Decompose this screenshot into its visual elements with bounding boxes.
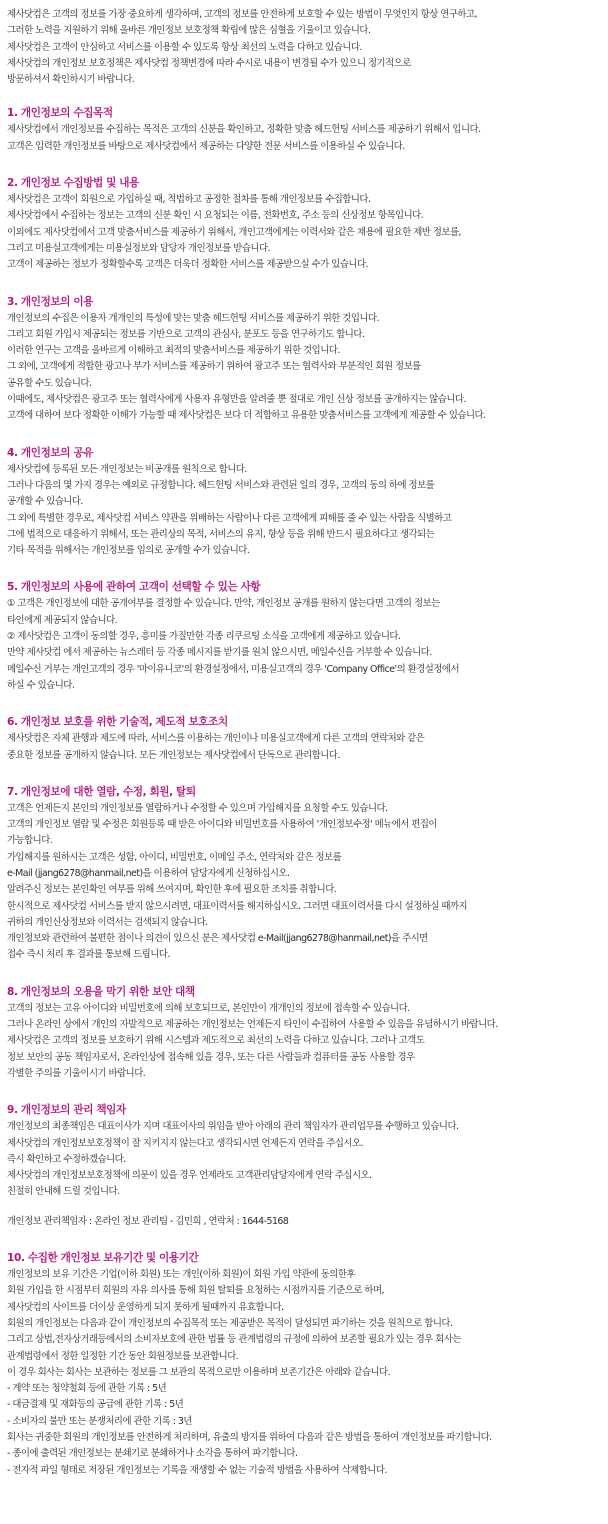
section-text-line: - 전자적 파일 형태로 저장된 개인정보는 기록을 재생할 수 없는 기술적 방법을 사용하여 삭제합니다. (7, 1464, 387, 1476)
section-text-line: 이외에도 제사닷컴에서 고객 맞춤서비스를 제공하기 위해서, 개인고객에게는 이력서와 같은 채용에 필요한 제반 정보를, (7, 226, 461, 238)
policy-section (7, 293, 604, 425)
section-text-line: 친절히 안내해 드릴 것입니다. (7, 1186, 120, 1198)
policy-sections (7, 104, 604, 1478)
policy-section (7, 1249, 604, 1479)
section-text-line: 회사는 귀중한 회원의 개인정보를 안전하게 처리하며, 유출의 방지를 위하여 다음과 같은 방법을 통하여 개인정보를 파기합니다. (7, 1432, 492, 1443)
section-text-line: 귀하의 개인신상정보와 이력서는 검색되지 않습니다. (7, 916, 208, 928)
intro-line: 제사닷컴의 개인정보 보호정책은 제사닷컴 정책변경에 따라 수시로 내용이 변경될 수가 있으니 정기적으로 (7, 57, 411, 69)
section-number: 4. (7, 446, 18, 459)
section-text-line: 가입해지를 원하시는 고객은 성함, 아이디, 비밀번호, 이메일 주소, 연락처와 같은 정보를 (7, 851, 342, 863)
policy-section (7, 578, 604, 694)
section-title: 개인정보 보호를 위한 기술적, 제도적 보호조치 (20, 716, 228, 729)
section-number: 6. (7, 716, 18, 729)
section-text-line: 그러나 온라인 상에서 개인의 자발적으로 제공하는 개인정보는 언제든지 타인이 수집하여 사용할 수 있음을 유념하시기 바랍니다. (7, 1019, 498, 1031)
section-text-line: 제사닷컴은 자체 관행과 제도에 따라, 서비스를 이용하는 개인이나 미용실고객에게 다른 고객의 연락처와 같은 (7, 733, 425, 745)
section-text-line: 그 외에 특별한 경우로, 제사닷컴 서비스 약관을 위배하는 사람이나 다른 고객에게 피해를 줄 수 있는 사람을 식별하고 (7, 512, 452, 524)
section-text-line: 하실 수 있습니다. (7, 679, 75, 691)
policy-section (7, 104, 604, 155)
section-number: 7. (7, 785, 18, 798)
section-text-line: ② 제사닷컴은 고객이 동의할 경우, 흥미를 가질만한 각종 리쿠르팅 소식을 고객에게 제공하고 있습니다. (7, 631, 401, 643)
section-heading (7, 1101, 604, 1119)
policy-section (7, 1101, 604, 1230)
section-heading (7, 293, 604, 311)
section-text-line: 타인에게 제공되지 않습니다. (7, 614, 118, 626)
section-text-line: 고객은 언제든지 본인의 개인정보를 열람하거나 수정할 수 있으며 가입해지를 요청할 수도 있습니다. (7, 802, 388, 814)
section-text-line: 중요한 정보를 공개하지 않습니다. 모든 개인정보는 제사닷컴에서 단독으로 관리합니다. (7, 749, 340, 761)
section-text-line: 관계법령에서 정한 일정한 기간 동안 회원정보를 보관합니다. (7, 1350, 239, 1362)
intro-line: 제사닷컴은 고객이 안심하고 서비스를 이용할 수 있도록 항상 최선의 노력을 다하고 있습니다. (7, 41, 362, 53)
section-text-line: 공개할 수 있습니다. (7, 496, 83, 508)
section-text-line: 알려주신 정보는 본인확인 여부를 위해 쓰여지며, 확인한 후에 필요한 조치를 취합니다. (7, 884, 337, 896)
section-heading (7, 174, 604, 192)
section-text-line: e-Mail (jjang6278@hanmail,net)을 이용하여 담당자에게 신청하십시오. (7, 867, 290, 879)
section-text-line: 공유할 수도 있습니다. (7, 377, 92, 389)
policy-section (7, 783, 604, 964)
section-text-line: 회원 가입을 한 시점부터 회원의 자유 의사를 통해 회원 탈퇴를 요청하는 시점까지를 기준으로 하며, (7, 1285, 384, 1297)
section-number: 3. (7, 295, 18, 308)
section-text-line: 각별한 주의를 기울이시기 바랍니다. (7, 1067, 146, 1079)
section-text-line: 기타 목적을 위해서는 개인정보를 임의로 공개할 수가 있습니다. (7, 545, 250, 557)
section-text-line: 이때에도, 제사닷컴은 광고주 또는 협력사에게 사용자 유형만을 알려줄 뿐 절대로 개인 신상 정보를 공개하지는 않습니다. (7, 394, 466, 406)
section-text-line: 그에 법적으로 대응하기 위해서, 또는 관리상의 목적, 서비스의 유지, 향상 등을 위해 반드시 필요하다고 생각되는 (7, 528, 435, 540)
section-heading (7, 783, 604, 801)
section-text-line: 그 외에, 고객에게 적합한 광고나 부가 서비스를 제공하기 위하여 광고주 또는 협력사와 부분적인 회원 정보를 (7, 361, 421, 373)
intro-line: 제사닷컴은 고객의 정보를 가장 중요하게 생각하며, 고객의 정보를 안전하게 보호할 수 있는 방법이 무엇인지 항상 연구하고, (7, 9, 477, 20)
section-text-line: 그리고 상법,전자상거래등에서의 소비자보호에 관한 법률 등 관계법령의 규정에 의하여 보존할 필요가 있는 경우 회사는 (7, 1334, 461, 1346)
section-text-line: 개인정보의 보유 기간은 기업(이하 회원) 또는 개인(이하 회원)이 회원 가입 약관에 동의한후 (7, 1269, 355, 1281)
section-text-line: 제사닷컴의 개인정보보호정책이 잘 지키지지 않는다고 생각되시면 언제든지 연락을 주십시오. (7, 1137, 364, 1149)
section-text-line: 개인정보와 관련하여 불편한 점이나 의견이 있으신 분은 제사닷컴 e-Mail(jjang6278@hanmail,net)을 주시면 (7, 933, 428, 945)
section-number: 1. (7, 107, 18, 120)
section-text-line: 한시적으로 제사닷컴 서비스를 받지 않으시려면, 대표이력서를 해지하십시오. 그러면 대표이력서를 다시 설정하실 때까지 (7, 900, 468, 912)
section-number: 9. (7, 1104, 18, 1117)
section-text-line: 제사닷컴에서 개인정보를 수집하는 목적은 고객의 신분을 확인하고, 정확한 맞춤 헤드헌팅 서비스를 제공하기 위해서 입니다. (7, 124, 481, 136)
section-text-line: 그리고 미용실고객에게는 미용실정보와 담당자 개인정보를 받습니다. (7, 242, 271, 254)
section-text-line: 이러한 연구는 고객을 올바르게 이해하고 최적의 맞춤서비스를 제공하기 위한 것입니다. (7, 345, 340, 357)
section-text-line: 이 경우 회사는 회사는 보관하는 정보를 그 보관의 목적으로만 이용하며 보존기간은 아래와 같습니다. (7, 1366, 391, 1378)
intro-paragraph (7, 7, 604, 88)
section-text-line: 제사닷컴에 등록된 모든 개인정보는 비공개를 원칙으로 합니다. (7, 463, 247, 475)
section-text-line: 접수 즉시 처리 후 결과를 통보해 드립니다. (7, 949, 170, 961)
section-text-line: 그러나 다음의 몇 가지 경우는 예외로 규정합니다. 헤드헌팅 서비스와 관련된 일의 경우, 고객의 동의 하에 정보를 (7, 479, 435, 491)
section-text-line: 제사닷컴의 사이트를 더이상 운영하게 되지 못하게 될때까지 유효합니다. (7, 1301, 284, 1313)
section-text-line: 고객이 제공하는 정보가 정확할수록 고객은 더욱더 정확한 서비스를 제공받으실 수가 있습니다. (7, 259, 368, 271)
section-text-line: 제사닷컴의 개인정보보호정책에 의문이 있을 경우 언제라도 고객관리담당자에게 연락 주십시오. (7, 1170, 372, 1182)
section-text-line: 개인정보의 수집은 이용자 개개인의 특성에 맞는 맞춤 헤드헌팅 서비스를 제공하기 위한 것입니다. (7, 312, 380, 324)
section-text-line: - 계약 또는 청약철회 등에 관한 기록 : 5년 (7, 1383, 167, 1395)
section-heading (7, 1249, 604, 1267)
section-text-line: 가능합니다. (7, 835, 53, 847)
policy-section (7, 174, 604, 273)
section-number: 10. (7, 1252, 25, 1265)
intro-line: 방문하셔서 확인하시기 바랍니다. (7, 74, 135, 86)
section-text-line: 만약 제사닷컴 에서 제공하는 뉴스레터 등 각종 메시지를 받기를 원치 않으시면, 메일수신을 거부할 수 있습니다. (7, 647, 432, 659)
section-title: 개인정보의 공유 (20, 446, 94, 459)
section-text-line: 메일수신 거부는 개인고객의 경우 '마이유니코'의 환경설정에서, 미용실고객의 경우 'Company Office'의 환경설정에서 (7, 663, 460, 675)
section-heading (7, 444, 604, 462)
section-heading (7, 104, 604, 122)
section-title: 개인정보의 이용 (20, 295, 94, 308)
section-title: 개인정보의 수집목적 (20, 107, 113, 120)
section-title: 개인정보의 사용에 관하여 고객이 선택할 수 있는 사항 (20, 581, 261, 594)
section-text-line: 제사닷컴에서 수집하는 정보는 고객의 신분 확인 시 요청되는 이름, 전화번호, 주소 등의 신상정보 항목입니다. (7, 210, 424, 222)
section-number: 8. (7, 985, 18, 998)
section-text-line: - 종이에 출력된 개인정보는 분쇄기로 분쇄하거나 소각을 통하여 파기합니다. (7, 1448, 298, 1460)
intro-line: 그러한 노력을 지원하기 위해 올바른 개인정보 보호정책 확립에 많은 심혈을 기울이고 있습니다. (7, 25, 371, 37)
section-text-line: 개인정보의 최종책임은 대표이사가 지며 대표이사의 위임을 받아 아래의 관리 책임자가 관리업무를 수행하고 있습니다. (7, 1121, 459, 1133)
section-text-line: 고객에 대하여 보다 정확한 이해가 가능할 때 제사닷컴은 보다 더 적합하고 유용한 맞춤서비스를 고객에게 제공할 수 있습니다. (7, 410, 486, 422)
section-text-line: 고객은 입력한 개인정보를 바탕으로 제사닷컴에서 제공하는 다양한 전문 서비스를 이용하실 수 있습니다. (7, 140, 405, 152)
section-text-line: 제사닷컴은 고객이 회원으로 가입하실 때, 적법하고 공정한 절차를 통해 개인정보를 수집합니다. (7, 194, 371, 206)
policy-section (7, 983, 604, 1082)
policy-section (7, 444, 604, 560)
section-text-line: - 대금결제 및 재화등의 공급에 관한 기록 : 5년 (7, 1399, 184, 1411)
section-text-line: - 소비자의 불만 또는 분쟁처리에 관한 기록 : 3년 (7, 1415, 192, 1427)
section-heading (7, 578, 604, 596)
section-text-line: 제사닷컴은 고객의 정보를 보호하기 위해 시스템과 제도적으로 최선의 노력을 다하고 있습니다. 그러나 고객도 (7, 1035, 425, 1047)
section-heading (7, 713, 604, 731)
section-text-line: 고객의 정보는 고유 아이디와 비밀번호에 의해 보호되므로, 본인만이 개개인의 정보에 접속할 수 있습니다. (7, 1002, 410, 1014)
policy-section (7, 713, 604, 764)
section-text-line: ① 고객은 개인정보에 대한 공개여부를 결정할 수 있습니다. 만약, 개인정보 공개를 원하지 않는다면 고객의 정보는 (7, 598, 440, 610)
section-title: 개인정보 수집방법 및 내용 (20, 177, 139, 190)
section-number: 2. (7, 177, 18, 190)
section-number: 5. (7, 581, 18, 594)
section-title: 개인정보의 오용을 막기 위한 보안 대책 (20, 985, 195, 998)
section-text-line: 고객의 개인정보 열람 및 수정은 회원등록 때 받은 아이디와 비밀번호를 사용하여 '개인정보수정' 메뉴에서 편집이 (7, 819, 437, 831)
section-heading (7, 983, 604, 1001)
privacy-manager-contact: 개인정보 관리책임자 : 온라인 정보 관리팀 - 김민희 , 연락처 : 1644-5168 (7, 1215, 289, 1227)
section-title: 개인정보에 대한 열람, 수정, 회원, 탈퇴 (20, 785, 196, 798)
section-text-line: 회원의 개인정보는 다음과 같이 개인정보의 수집목적 또는 제공받은 목적이 달성되면 파기하는 것을 원칙으로 합니다. (7, 1317, 453, 1329)
section-title: 수집한 개인정보 보유기간 및 이용기간 (27, 1252, 199, 1265)
section-text-line: 즉시 확인하고 수정하겠습니다. (7, 1153, 126, 1165)
section-text-line: 정보 보안의 공동 책임자로서, 온라인상에 접속해 있을 경우, 또는 다른 사람들과 컴퓨터를 공동 사용할 경우 (7, 1051, 415, 1063)
section-title: 개인정보의 관리 책임자 (20, 1104, 126, 1117)
section-text-line: 그리고 회원 가입시 제공되는 정보를 기반으로 고객의 관심사, 분포도 등을 연구하기도 합니다. (7, 328, 365, 340)
